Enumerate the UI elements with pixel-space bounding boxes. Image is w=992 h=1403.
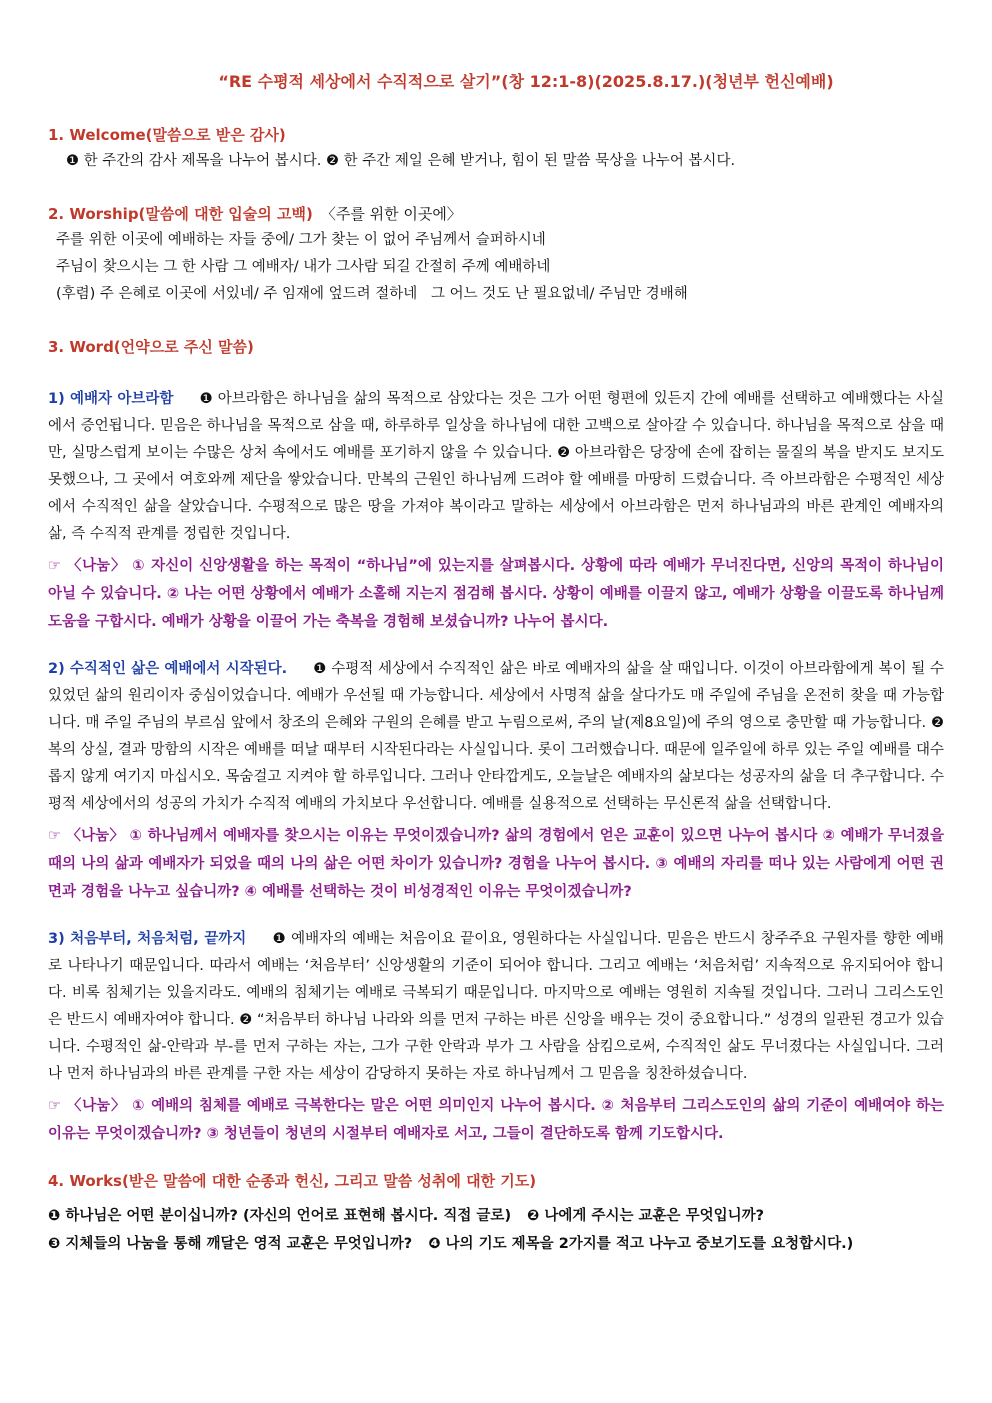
word-heading: 3. Word(언약으로 주신 말씀) (48, 338, 254, 356)
page-title: “RE 수평적 세상에서 수직적으로 살기”(창 12:1-8)(2025.8.17.)(청년부 헌신예배) (218, 72, 834, 91)
word-point-2-share (48, 822, 944, 906)
works-question-1: ❶ 하나님은 어떤 분이십니까? (자신의 언어로 표현해 봅시다. 직접 글로) (48, 1208, 512, 1224)
worship-heading-text: 2. Worship(말씀에 대한 입술의 고백) (48, 205, 313, 223)
works-question-4: ❹ 나의 기도 제목을 2가지를 적고 나누고 중보기도를 요청합시다.) (428, 1236, 854, 1252)
works-question-2: ❷ 나에게 주시는 교훈은 무엇입니까? (527, 1208, 765, 1224)
pointing-hand-icon: ☞ (48, 558, 61, 574)
works-heading: 4. Works(받은 말씀에 대한 순종과 헌신, 그리고 말씀 성취에 대한 기도) (48, 1172, 537, 1190)
worship-song-title: 〈주를 위한 이곳에〉 (320, 205, 462, 223)
welcome-line: ❶ 한 주간의 감사 제목을 나누어 봅시다. ❷ 한 주간 제일 은혜 받거나, 힘이 된 말씀 묵상을 나누어 봅시다. (66, 153, 736, 169)
welcome-heading: 1. Welcome(말씀으로 받은 감사) (48, 126, 286, 144)
word-point-3-body: ❶ 예배자의 예배는 처음이요 끝이요, 영원하다는 사실입니다. 믿음은 반드시 창주주요 구원자를 향한 예배로 나타나기 때문입니다. 따라서 예배는 ‘처음부터’ 신앙생활의 기준이 되어야 합니다. 그리고 예배는 ‘처음처럼’ 지속적으로 유지되어야 합니다. 비록 침체기는 있을지라도. 예배의 침체기는 예배로 극복되기 때문입니다. 마지막으로 예배는 영원히 지속될 것입니다. 그러니 그리스도인은 반드시 예배자여야 합니다. ❷ “처음부터 하나님 나라와 의를 먼저 구하는 바른 신앙을 배우는 것이 중요합니다.” 성경의 일관된 경고가 있습니다. 수평적인 삶-안락과 부-를 먼저 구하는 자는, 그가 구한 안락과 부가 그 사람을 삼킴으로써, 수직적인 삶도 무너졌다는 사실입니다. 그러나 먼저 하나님과의 바른 관계를 구한 자는 세상이 감당하지 못하는 자로 하나님께서 그 믿음을 칭찬하셨습니다. (48, 931, 944, 1082)
works-line-2 (48, 1230, 944, 1258)
word-point-2 (48, 656, 944, 818)
word-point-3-share (48, 1092, 944, 1148)
word-point-2-share-text: 〈나눔〉 ① 하나님께서 예배자를 찾으시는 이유는 무엇이겠습니까? 삶의 경험에서 얻은 교훈이 있으면 나누어 봅시다 ② 예배가 무너졌을 때의 나의 삶과 예배자가 되었을 때의 나의 삶은 어떤 차이가 있습니까? 경험을 나누어 봅시다. ③ 예배의 자리를 떠나 있는 사람에게 어떤 권면과 경험을 나누고 싶습니까? ④ 예배를 선택하는 것이 비성경적인 이유는 무엇이겠습니까? (48, 828, 944, 900)
word-point-3 (48, 926, 944, 1088)
pointing-hand-icon: ☞ (48, 828, 61, 844)
works-line-1 (48, 1202, 944, 1230)
word-point-1-title: 1) 예배자 아브라함 (48, 391, 174, 407)
pointing-hand-icon: ☞ (48, 1098, 61, 1114)
worship-heading (48, 201, 944, 227)
word-point-2-body: ❶ 수평적 세상에서 수직적인 삶은 바로 예배자의 삶을 살 때입니다. 이것이 아브라함에게 복이 될 수 있었던 삶의 원리이자 중심이었습니다. 예배가 우선될 때 가능합니다. 세상에서 사명적 삶을 살다가도 매 주일에 주님을 온전히 찾을 때 가능합니다. 매 주일 주님의 부르심 앞에서 창조의 은혜와 구원의 은혜를 받고 누림으로써, 주의 날(제8요일)에 주의 영으로 충만할 때 가능합니다. ❷ 복의 상실, 결과 망함의 시작은 예배를 떠날 때부터 시작된다라는 사실입니다. 롯이 그러했습니다. 때문에 일주일에 하루 있는 주일 예배를 대수롭지 않게 여기지 마십시오. 목숨걸고 지켜야 할 하루입니다. 그러나 안타깝게도, 오늘날은 예배자의 삶보다는 성공자의 삶을 더 추구합니다. 수평적 세상에서의 성공의 가치가 수직적 예배의 가치보다 우선합니다. 예배를 실용적으로 선택하는 무신론적 삶을 선택합니다. (48, 661, 945, 812)
word-point-2-title: 2) 수직적인 삶은 예배에서 시작된다. (48, 661, 288, 677)
word-point-1-share (48, 552, 944, 636)
word-point-1 (48, 386, 944, 548)
worship-lyric-line: (후렴) 주 은혜로 이곳에 서있네/ 주 임재에 엎드려 절하네 그 어느 것도 난 필요없네/ 주님만 경배해 (56, 286, 688, 302)
word-point-1-share-text: 〈나눔〉 ① 자신이 신앙생활을 하는 목적이 “하나님”에 있는지를 살펴봅시다. 상황에 따라 예배가 무너진다면, 신앙의 목적이 하나님이 아닐 수 있습니다. ② 나는 어떤 상황에서 예배가 소홀해 지는지 점검해 봅시다. 상황이 예배를 이끌지 않고, 예배가 상황을 이끌도록 하나님께 도움을 구합시다. 예배가 상황을 이끌어 가는 축복을 경험해 보셨습니까? 나누어 봅시다. (48, 558, 944, 630)
word-point-3-title: 3) 처음부터, 처음처럼, 끝까지 (48, 931, 247, 947)
works-question-3: ❸ 지체들의 나눔을 통해 깨달은 영적 교훈은 무엇입니까? (48, 1236, 413, 1252)
word-point-1-body: ❶ 아브라함은 하나님을 삶의 목적으로 삼았다는 것은 그가 어떤 형편에 있든지 간에 예배를 선택하고 예배했다는 사실에서 증언됩니다. 믿음은 하나님을 목적으로 삼을 때, 하루하루 일상을 하나님에 대한 고백으로 살아갈 수 있습니다. 하나님을 목적으로 삼을 때만, 실망스럽게 보이는 수많은 상처 속에서도 예배를 포기하지 않을 수 있습니다. ❷ 아브라함은 당장에 손에 잡히는 물질의 복을 받지도 보지도 못했으나, 그 곳에서 여호와께 제단을 쌓았습니다. 만복의 근원인 하나님께 드려야 할 예배를 마땅히 드렸습니다. 즉 아브라함은 수평적인 세상에서 수직적인 삶을 살았습니다. 수평적으로 많은 땅을 가져야 복이라고 말하는 세상에서 아브라함은 먼저 하나님과의 바른 관계인 예배자의 삶, 즉 수직적 관계를 정립한 것입니다. (48, 391, 944, 542)
worship-lyric-line: 주님이 찾으시는 그 한 사람 그 예배자/ 내가 그사람 되길 간절히 주께 예배하네 (56, 259, 551, 275)
worship-lyric-line: 주를 위한 이곳에 예배하는 자들 중에/ 그가 찾는 이 없어 주님께서 슬퍼하시네 (56, 232, 546, 248)
word-point-3-share-text: 〈나눔〉 ① 예배의 침체를 예배로 극복한다는 말은 어떤 의미인지 나누어 봅시다. ② 처음부터 그리스도인의 삶의 기준이 예배여야 하는 이유는 무엇이겠습니까? ③ 청년들이 청년의 시절부터 예배자로 서고, 그들이 결단하도록 함께 기도합시다. (48, 1098, 944, 1142)
